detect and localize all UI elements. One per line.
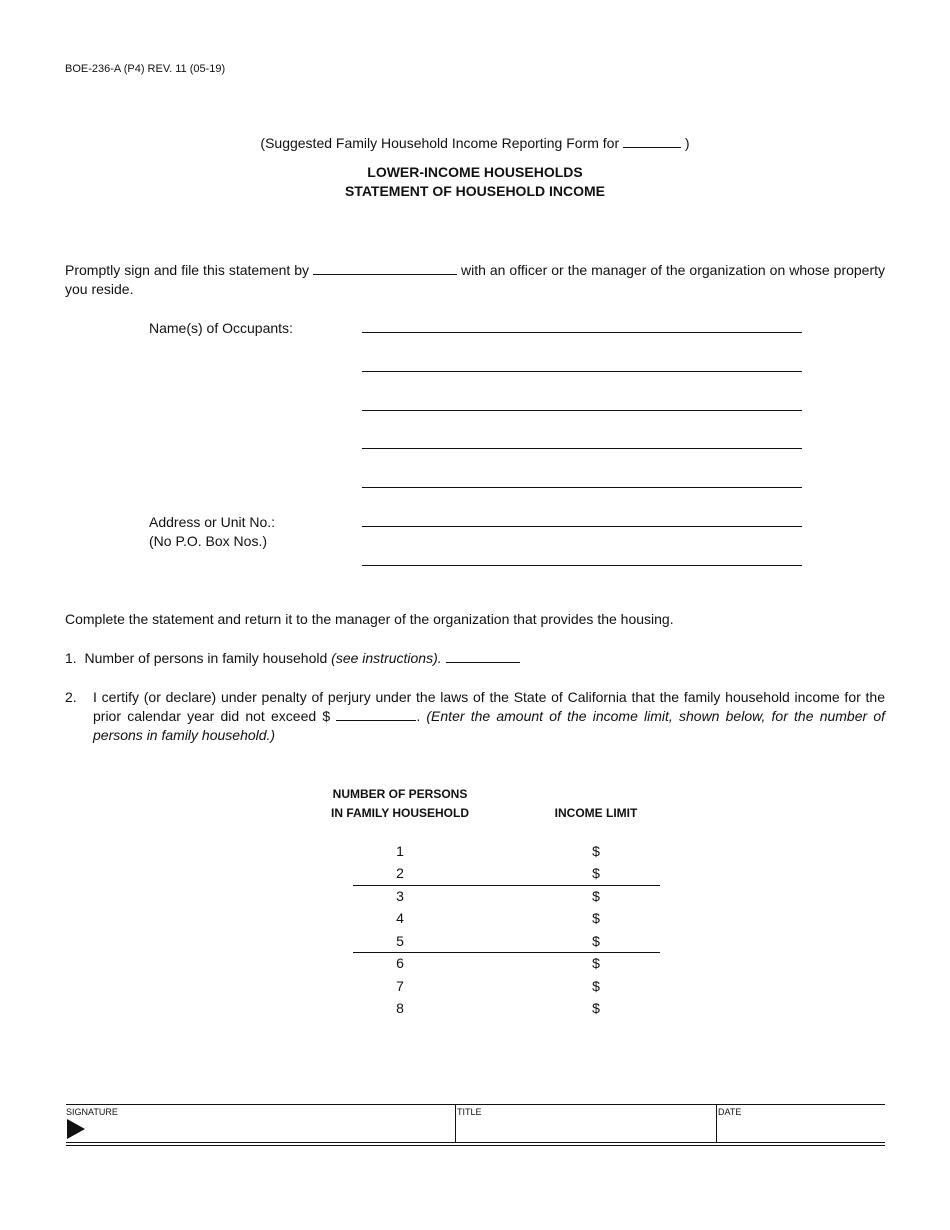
- form-number: BOE-236-A (P4) REV. 11 (05-19): [65, 63, 226, 75]
- table-header-persons-line2: IN FAMILY HOUSEHOLD: [330, 806, 470, 820]
- income-limit-cell: $: [592, 933, 600, 949]
- title-line-2: STATEMENT OF HOUSEHOLD INCOME: [344, 183, 606, 199]
- table-header-persons: [300, 785, 500, 823]
- instructions-text: Complete the statement and return it to the manager of the organization that provides the housing.: [65, 611, 674, 627]
- persons-cell: 1: [396, 843, 404, 859]
- persons-cell: 2: [396, 865, 404, 881]
- signature-field[interactable]: [66, 1105, 455, 1143]
- persons-cell: 4: [396, 910, 404, 926]
- date-field[interactable]: [717, 1105, 885, 1143]
- occupant-name-line[interactable]: [362, 410, 802, 411]
- occupant-name-line[interactable]: [362, 487, 802, 488]
- occupant-name-line[interactable]: [362, 371, 802, 372]
- item-2-italic: (Enter the amount of the income limit, shown below, for the number of persons in family household.): [93, 708, 886, 743]
- suggested-suffix: ): [684, 135, 690, 151]
- income-amount-blank[interactable]: [336, 708, 416, 721]
- occupants-label: Name(s) of Occupants:: [149, 320, 293, 336]
- title-field[interactable]: [456, 1105, 716, 1143]
- persons-cell: 7: [396, 978, 404, 994]
- item-2-text: I certify (or declare) under penalty of perjury under the laws of the State of California that the family household income for the prior calendar year did not exceed $: [93, 689, 885, 724]
- signature-bottom-rule: [66, 1145, 885, 1146]
- persons-cell: 6: [396, 955, 404, 971]
- persons-cell: 3: [396, 888, 404, 904]
- income-limit-cell: $: [592, 843, 600, 859]
- table-header-income-limit: INCOME LIMIT: [554, 806, 638, 820]
- income-limit-cell: $: [592, 910, 600, 926]
- table-header-persons-line1: NUMBER OF PERSONS: [332, 787, 468, 801]
- intro-paragraph: [65, 261, 885, 299]
- item-2-body: [93, 688, 885, 745]
- occupant-name-line[interactable]: [362, 448, 802, 449]
- income-limit-cell: $: [592, 978, 600, 994]
- year-blank[interactable]: [623, 135, 681, 148]
- table-divider: [353, 885, 660, 886]
- address-line[interactable]: [362, 565, 802, 566]
- address-line[interactable]: [362, 526, 802, 527]
- persons-cell: 5: [396, 933, 404, 949]
- signature-label: SIGNATURE: [66, 1107, 118, 1117]
- item-1: [65, 649, 885, 668]
- suggested-prefix: (Suggested Family Household Income Reporting Form for: [260, 135, 620, 151]
- item-1-text: Number of persons in family household: [84, 650, 328, 666]
- intro-before: Promptly sign and file this statement by: [65, 262, 310, 278]
- income-limit-cell: $: [592, 955, 600, 971]
- income-limit-cell: $: [592, 888, 600, 904]
- address-note: (No P.O. Box Nos.): [149, 533, 268, 549]
- persons-count-blank[interactable]: [446, 650, 520, 663]
- item-1-italic: (see instructions).: [331, 650, 442, 666]
- date-label: DATE: [718, 1107, 742, 1117]
- item-2: [65, 688, 885, 745]
- title-line-1: LOWER-INCOME HOUSEHOLDS: [367, 164, 583, 180]
- file-by-date-blank[interactable]: [313, 262, 457, 275]
- sign-here-arrow-icon: [67, 1119, 85, 1139]
- table-divider: [353, 952, 660, 953]
- income-limit-cell: $: [592, 1000, 600, 1016]
- persons-cell: 8: [396, 1000, 404, 1016]
- signature-block: [66, 1104, 885, 1143]
- item-2-number: 2.: [65, 689, 77, 705]
- item-1-number: 1.: [65, 650, 77, 666]
- suggested-form-line: [0, 135, 950, 151]
- intro-after: with an officer or the manager of the organization on whose property you reside.: [65, 262, 886, 297]
- item-2-period: .: [416, 708, 421, 724]
- signature-bottom-rule: [66, 1142, 885, 1143]
- address-label: Address or Unit No.:: [149, 514, 276, 530]
- income-limit-cell: $: [592, 865, 600, 881]
- occupant-name-line[interactable]: [362, 332, 802, 333]
- title-label: TITLE: [457, 1107, 482, 1117]
